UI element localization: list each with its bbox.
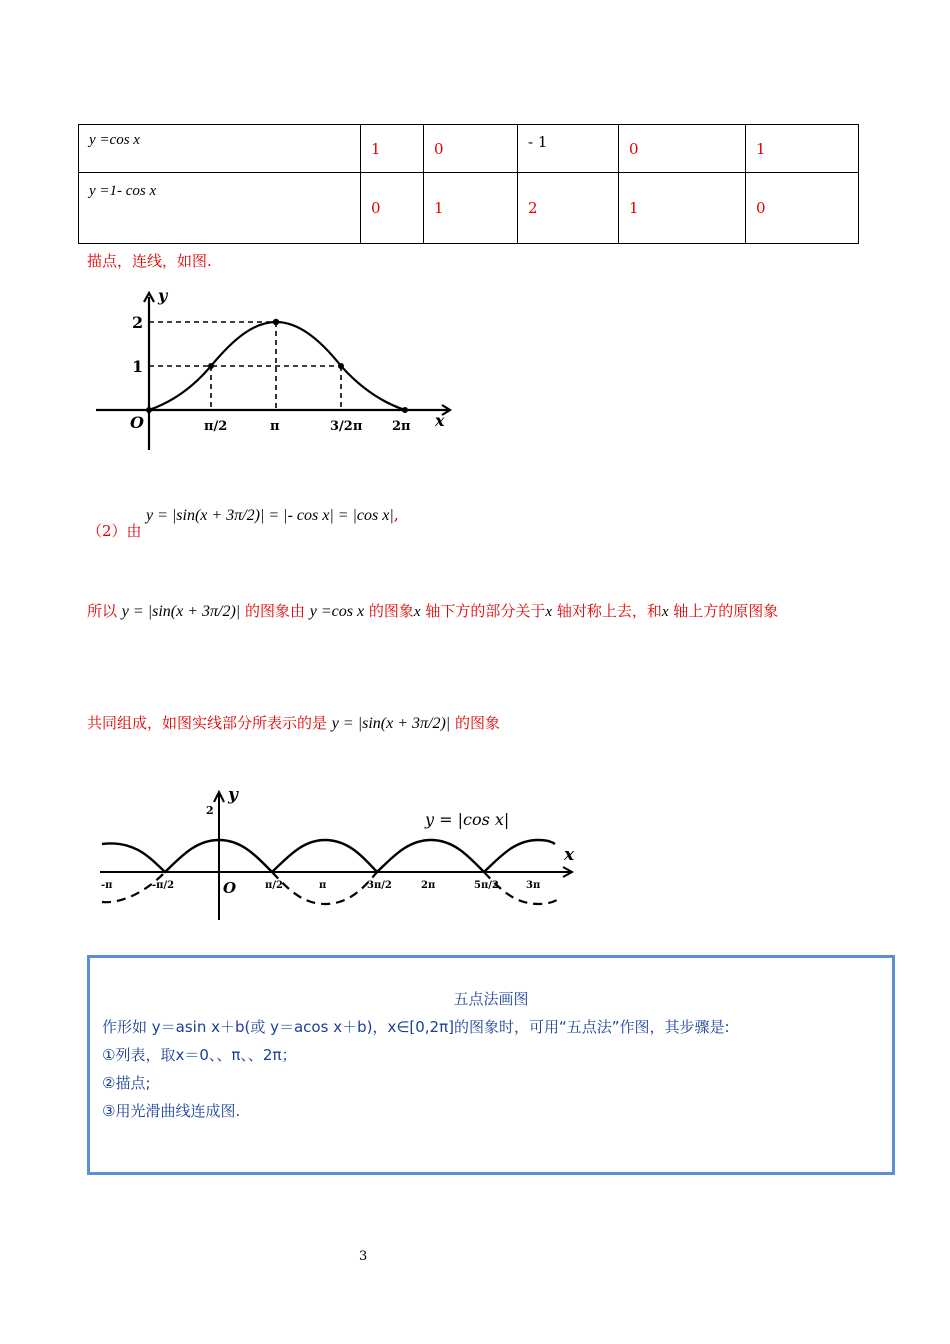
graph-abs-cos [95,780,585,930]
part2-prefix: （2）由 [87,522,142,540]
graph-one-minus-cos [90,285,460,465]
table-row [79,125,859,173]
x-tick-label: 5π/2 [474,880,499,891]
x-tick-label: -π/2 [152,880,175,891]
table-cell: 1 [746,125,859,173]
x-tick-label: 3π/2 [367,880,392,891]
row-label: y =1- cos x [79,173,361,244]
x-tick-label: 3/2π [330,419,363,434]
origin-label: O [130,413,144,432]
x-tick-label: π/2 [265,880,283,891]
x-tick-label: -π [101,880,113,891]
x-tick-label: 3π [526,880,541,891]
box-line: 作形如 y＝asin x＋b(或 y＝acos x＋b)，x∈[0,2π]的图象时，可用“五点法”作图，其步骤是: [102,1018,730,1036]
values-table [78,124,859,244]
plot-note: 描点，连线，如图. [87,252,212,270]
x-tick-label: 2π [392,419,411,434]
x-tick-label: π [270,419,280,434]
y-tick-label: 2 [132,313,144,332]
x-tick-label: π/2 [204,419,228,434]
table-cell: 0 [361,173,424,244]
page-number: 3 [359,1249,368,1264]
box-line: ③用光滑曲线连成图. [102,1102,241,1120]
table-row [79,173,859,244]
explain-line-1: 所以 y = |sin(x + 3π/2)| 的图象由 y =cos x 的图象x 轴下方的部分关于x 轴对称上去，和x 轴上方的原图象 [87,602,779,620]
table-cell: 0 [424,125,518,173]
box-line: ②描点; [102,1074,151,1092]
box-line: ①列表，取x＝0、、π、、2π； [102,1046,297,1064]
box-title: 五点法画图 [453,990,529,1008]
y-axis-label: y [158,286,168,305]
row-label: y =cos x [79,125,361,173]
y-tick-label: 2 [206,804,214,817]
y-axis-label: y [228,785,238,805]
x-axis-label: x [564,845,575,865]
table-cell: 2 [518,173,619,244]
table-cell: - 1 [518,125,619,173]
x-tick-label: 2π [421,880,436,891]
x-axis-label: x [435,411,445,430]
five-point-method-box [87,955,895,1175]
table-cell: 1 [619,173,746,244]
y-tick-label: 1 [132,357,144,376]
origin-label: O [223,879,237,897]
curve-label: y = |cos x| [425,810,510,829]
table-cell: 0 [746,173,859,244]
table-cell: 1 [361,125,424,173]
formula-part2: y = |sin(x + 3π/2)| = |- cos x| = |cos x|, [146,505,399,524]
table-cell: 0 [619,125,746,173]
table-cell: 1 [424,173,518,244]
x-tick-label: π [319,880,327,891]
explain-line-2: 共同组成，如图实线部分所表示的是 y = |sin(x + 3π/2)| 的图象 [87,714,500,732]
